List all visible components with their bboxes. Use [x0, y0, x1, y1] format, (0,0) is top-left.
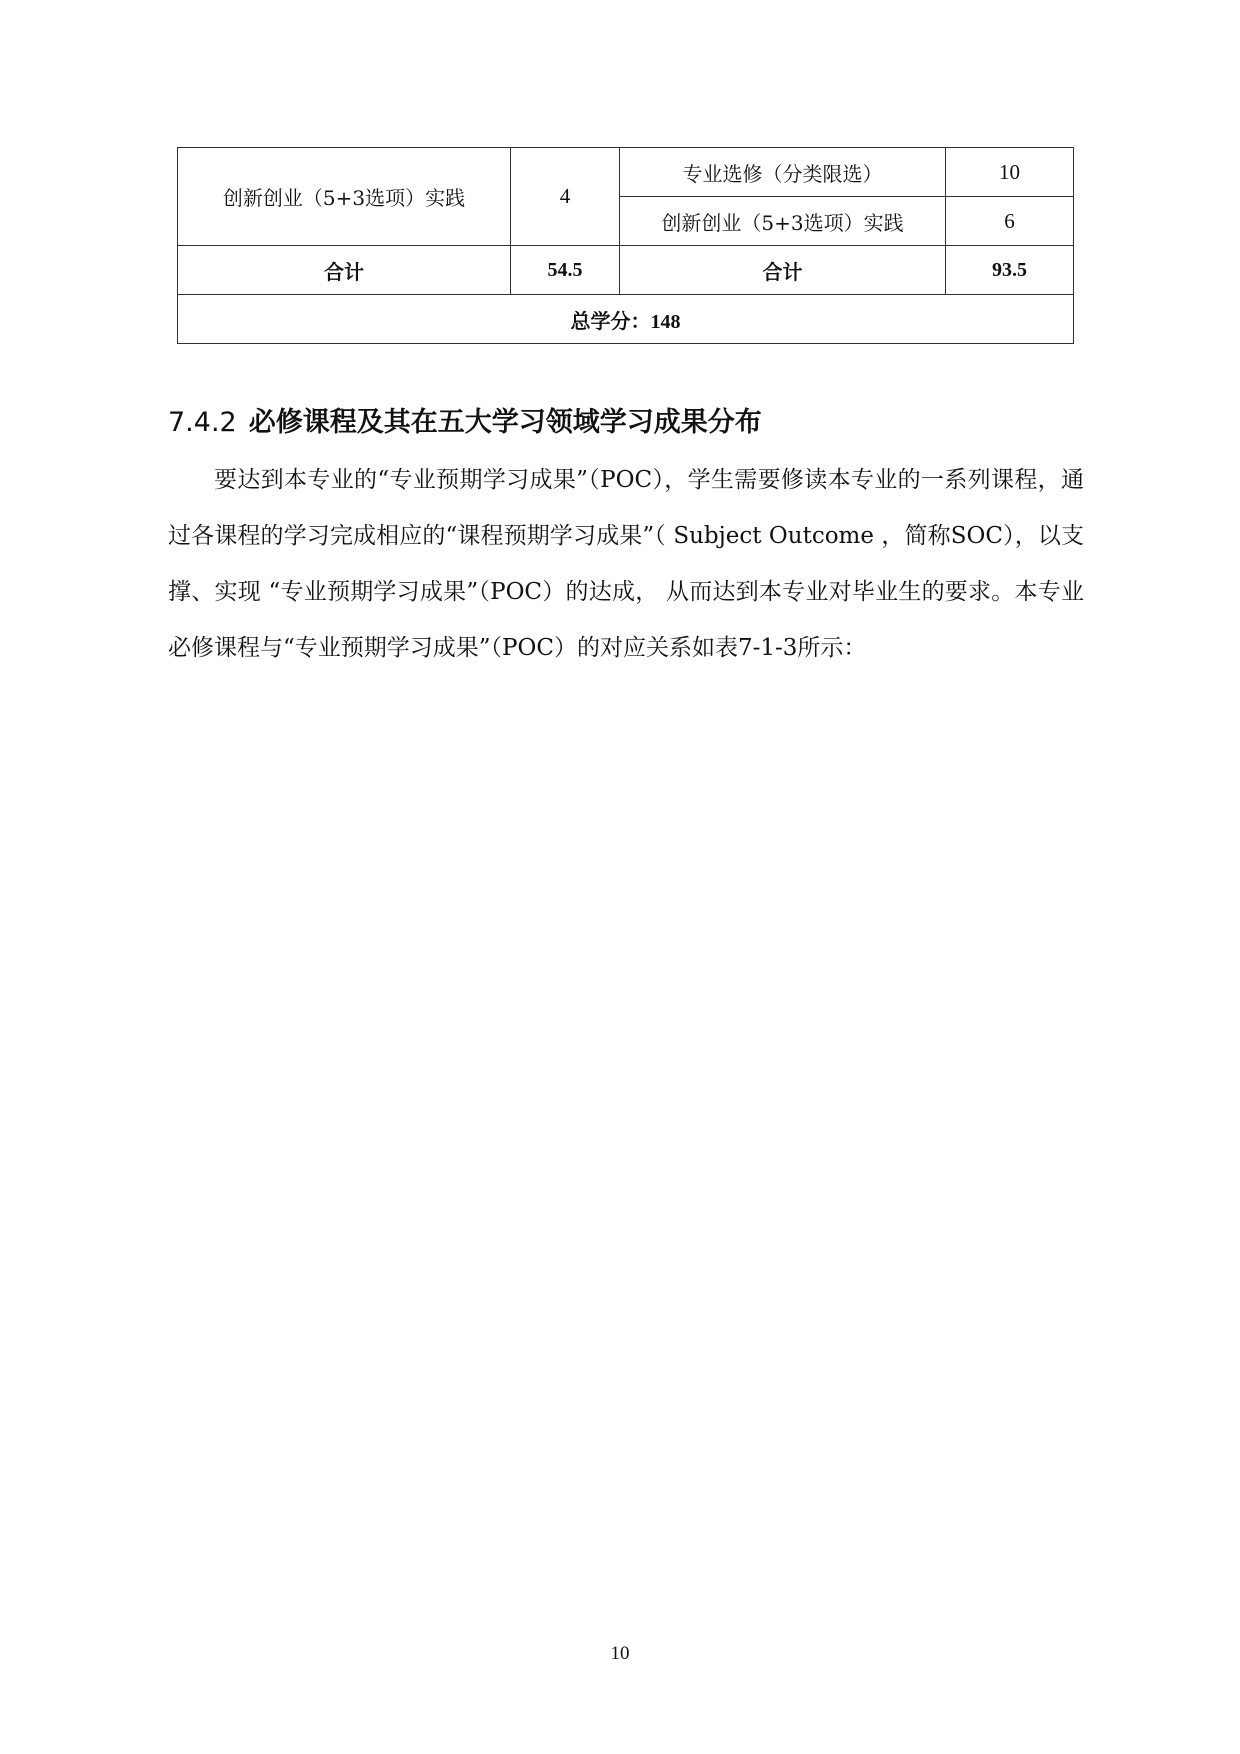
- left-total-value: 54.5: [511, 246, 620, 295]
- right-total-label: 合计: [620, 246, 946, 295]
- credit-summary-table: [177, 147, 1074, 344]
- left-course-cell: 创新创业（5+3选项）实践: [178, 148, 511, 246]
- section-title: 必修课程及其在五大学习领域学习成果分布: [248, 407, 762, 438]
- page-number: 10: [610, 1643, 630, 1664]
- totals-row: [178, 246, 1074, 295]
- section-heading: [168, 400, 762, 439]
- right-course-cell: 创新创业（5+3选项）实践: [620, 197, 946, 246]
- section-number: 7.4.2: [168, 407, 237, 438]
- right-course-cell: 专业选修（分类限选）: [620, 148, 946, 197]
- left-credit-cell: 4: [511, 148, 620, 246]
- left-total-label: 合计: [178, 246, 511, 295]
- right-credit-cell: 6: [946, 197, 1074, 246]
- right-total-value: 93.5: [946, 246, 1074, 295]
- table-row: [178, 148, 1074, 197]
- body-paragraph: 要达到本专业的“专业预期学习成果”（POC），学生需要修读本专业的一系列课程，通过各课程的学习完成相应的“课程预期学习成果”（ Subject Outcome ，简称SOC），以支撑、实现 “专业预期学习成果”（POC）的达成， 从而达到本专业对毕业生的要求。本专业必修课程与“专业预期学习成果”（POC）的对应关系如表7-1-3所示：: [168, 467, 1084, 661]
- right-credit-cell: 10: [946, 148, 1074, 197]
- grand-total-row: [178, 295, 1074, 344]
- grand-total-cell: 总学分：148: [178, 295, 1074, 344]
